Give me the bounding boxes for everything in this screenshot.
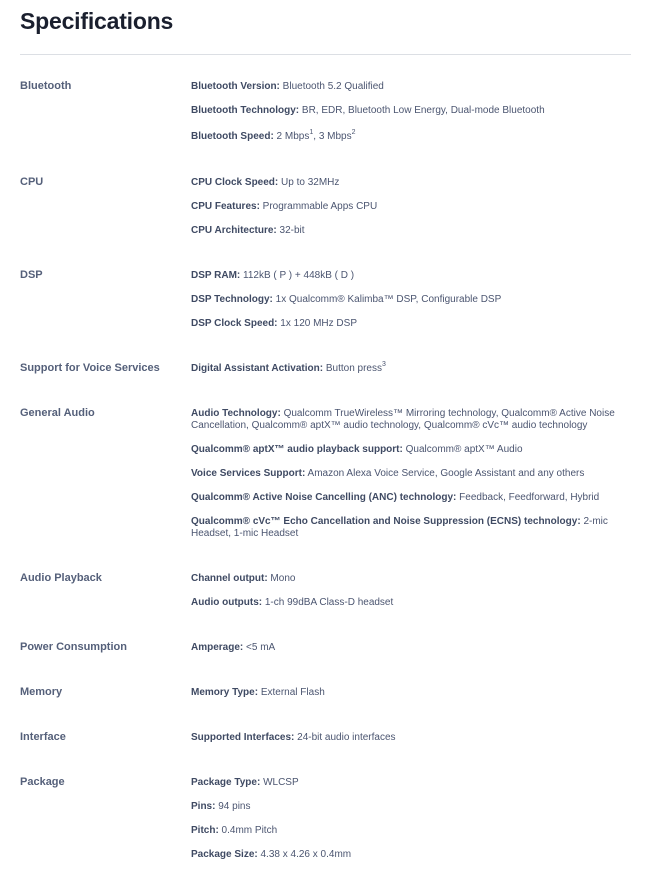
- footnote-2-link[interactable]: 2: [351, 128, 356, 136]
- spec-dsp-clock-speed: [191, 318, 631, 330]
- spec-key: Bluetooth Speed:: [191, 131, 274, 142]
- spec-key: CPU Features:: [191, 201, 260, 212]
- spec-value: 1x 120 MHz DSP: [277, 318, 357, 329]
- spec-package-size: [191, 849, 631, 861]
- spec-value: Qualcomm® aptX™ Audio: [402, 444, 523, 455]
- spec-value: 24-bit audio interfaces: [294, 732, 396, 743]
- spec-key: DSP Technology:: [191, 294, 273, 305]
- spec-key: DSP Clock Speed:: [191, 318, 278, 329]
- spec-value: 0.4mm Pitch: [218, 825, 278, 836]
- spec-cpu-clock-speed: [191, 177, 631, 189]
- footnote-1-link[interactable]: 1: [309, 128, 314, 136]
- spec-cpu-features: [191, 201, 631, 213]
- spec-key: Channel output:: [191, 573, 268, 584]
- spec-bluetooth-speed: [191, 128, 631, 143]
- spec-value: Mono: [267, 573, 296, 584]
- spec-pitch: [191, 825, 631, 837]
- page-title: Specifications: [20, 8, 174, 34]
- section-label: CPU: [20, 176, 44, 188]
- spec-key: Bluetooth Version:: [191, 81, 280, 92]
- spec-value: Button press: [323, 363, 382, 374]
- title-divider: [20, 54, 631, 55]
- spec-memory-type: [191, 687, 631, 699]
- spec-bluetooth-technology: [191, 105, 631, 117]
- section-label: Power Consumption: [20, 641, 127, 653]
- spec-ecns-technology: [191, 516, 631, 540]
- spec-value: Bluetooth 5.2 Qualified: [279, 81, 384, 92]
- spec-digital-assistant-activation: [191, 360, 631, 375]
- spec-key: CPU Architecture:: [191, 225, 277, 236]
- spec-key: Qualcomm® aptX™ audio playback support:: [191, 444, 403, 455]
- footnote-3-link[interactable]: 3: [381, 360, 386, 368]
- spec-audio-technology: [191, 408, 631, 432]
- spec-key: Bluetooth Technology:: [191, 105, 300, 116]
- spec-dsp-ram: [191, 270, 631, 282]
- spec-key: Qualcomm® Active Noise Cancelling (ANC) technology:: [191, 492, 457, 503]
- spec-value: 2-mic Headset, 1-mic Headset: [191, 516, 608, 539]
- section-label: Memory: [20, 686, 63, 698]
- section-label: Bluetooth: [20, 80, 72, 92]
- spec-key: Audio Technology:: [191, 408, 281, 419]
- spec-bluetooth-version: [191, 81, 631, 93]
- spec-key: Audio outputs:: [191, 597, 263, 608]
- spec-value: , 3 Mbps: [313, 131, 352, 142]
- spec-key: CPU Clock Speed:: [191, 177, 279, 188]
- spec-cpu-architecture: [191, 225, 631, 237]
- spec-value: WLCSP: [260, 777, 299, 788]
- spec-key: Amperage:: [191, 642, 244, 653]
- spec-key: Memory Type:: [191, 687, 259, 698]
- spec-key: Pins:: [191, 801, 216, 812]
- spec-key: Digital Assistant Activation:: [191, 363, 324, 374]
- spec-key: Pitch:: [191, 825, 219, 836]
- spec-value: 1x Qualcomm® Kalimba™ DSP, Configurable DSP: [272, 294, 502, 305]
- spec-key: Supported Interfaces:: [191, 732, 295, 743]
- spec-key: Qualcomm® cVc™ Echo Cancellation and Noise Suppression (ECNS) technology:: [191, 516, 581, 527]
- spec-value: Qualcomm TrueWireless™ Mirroring technology, Qualcomm® Active Noise Cancellation, Qualcomm® aptX™ audio technology, Qualcomm® cVc™ audio technology: [191, 408, 615, 431]
- spec-value: <5 mA: [243, 642, 276, 653]
- spec-key: DSP RAM:: [191, 270, 241, 281]
- spec-value: 1-ch 99dBA Class-D headset: [262, 597, 394, 608]
- spec-value: Programmable Apps CPU: [259, 201, 378, 212]
- section-label: Audio Playback: [20, 572, 102, 584]
- spec-voice-services-support: [191, 468, 631, 480]
- section-label: Support for Voice Services: [20, 362, 160, 374]
- spec-value: Feedback, Feedforward, Hybrid: [456, 492, 600, 503]
- spec-value: External Flash: [258, 687, 325, 698]
- section-label: DSP: [20, 269, 43, 281]
- spec-supported-interfaces: [191, 732, 631, 744]
- spec-value: Up to 32MHz: [278, 177, 340, 188]
- spec-anc-technology: [191, 492, 631, 504]
- spec-channel-output: [191, 573, 631, 585]
- spec-value: Amazon Alexa Voice Service, Google Assistant and any others: [305, 468, 585, 479]
- spec-key: Voice Services Support:: [191, 468, 306, 479]
- spec-audio-outputs: [191, 597, 631, 609]
- section-label: Package: [20, 776, 65, 788]
- spec-value: 112kB ( P ) + 448kB ( D ): [240, 270, 355, 281]
- spec-aptx-playback-support: [191, 444, 631, 456]
- spec-dsp-technology: [191, 294, 631, 306]
- spec-value: 32-bit: [276, 225, 305, 236]
- spec-package-type: [191, 777, 631, 789]
- section-label: Interface: [20, 731, 66, 743]
- section-label: General Audio: [20, 407, 95, 419]
- spec-value: BR, EDR, Bluetooth Low Energy, Dual-mode Bluetooth: [299, 105, 545, 116]
- spec-value: 2 Mbps: [273, 131, 310, 142]
- spec-key: Package Size:: [191, 849, 258, 860]
- spec-amperage: [191, 642, 631, 654]
- spec-pins: [191, 801, 631, 813]
- spec-value: 94 pins: [215, 801, 251, 812]
- spec-value: 4.38 x 4.26 x 0.4mm: [257, 849, 352, 860]
- spec-key: Package Type:: [191, 777, 261, 788]
